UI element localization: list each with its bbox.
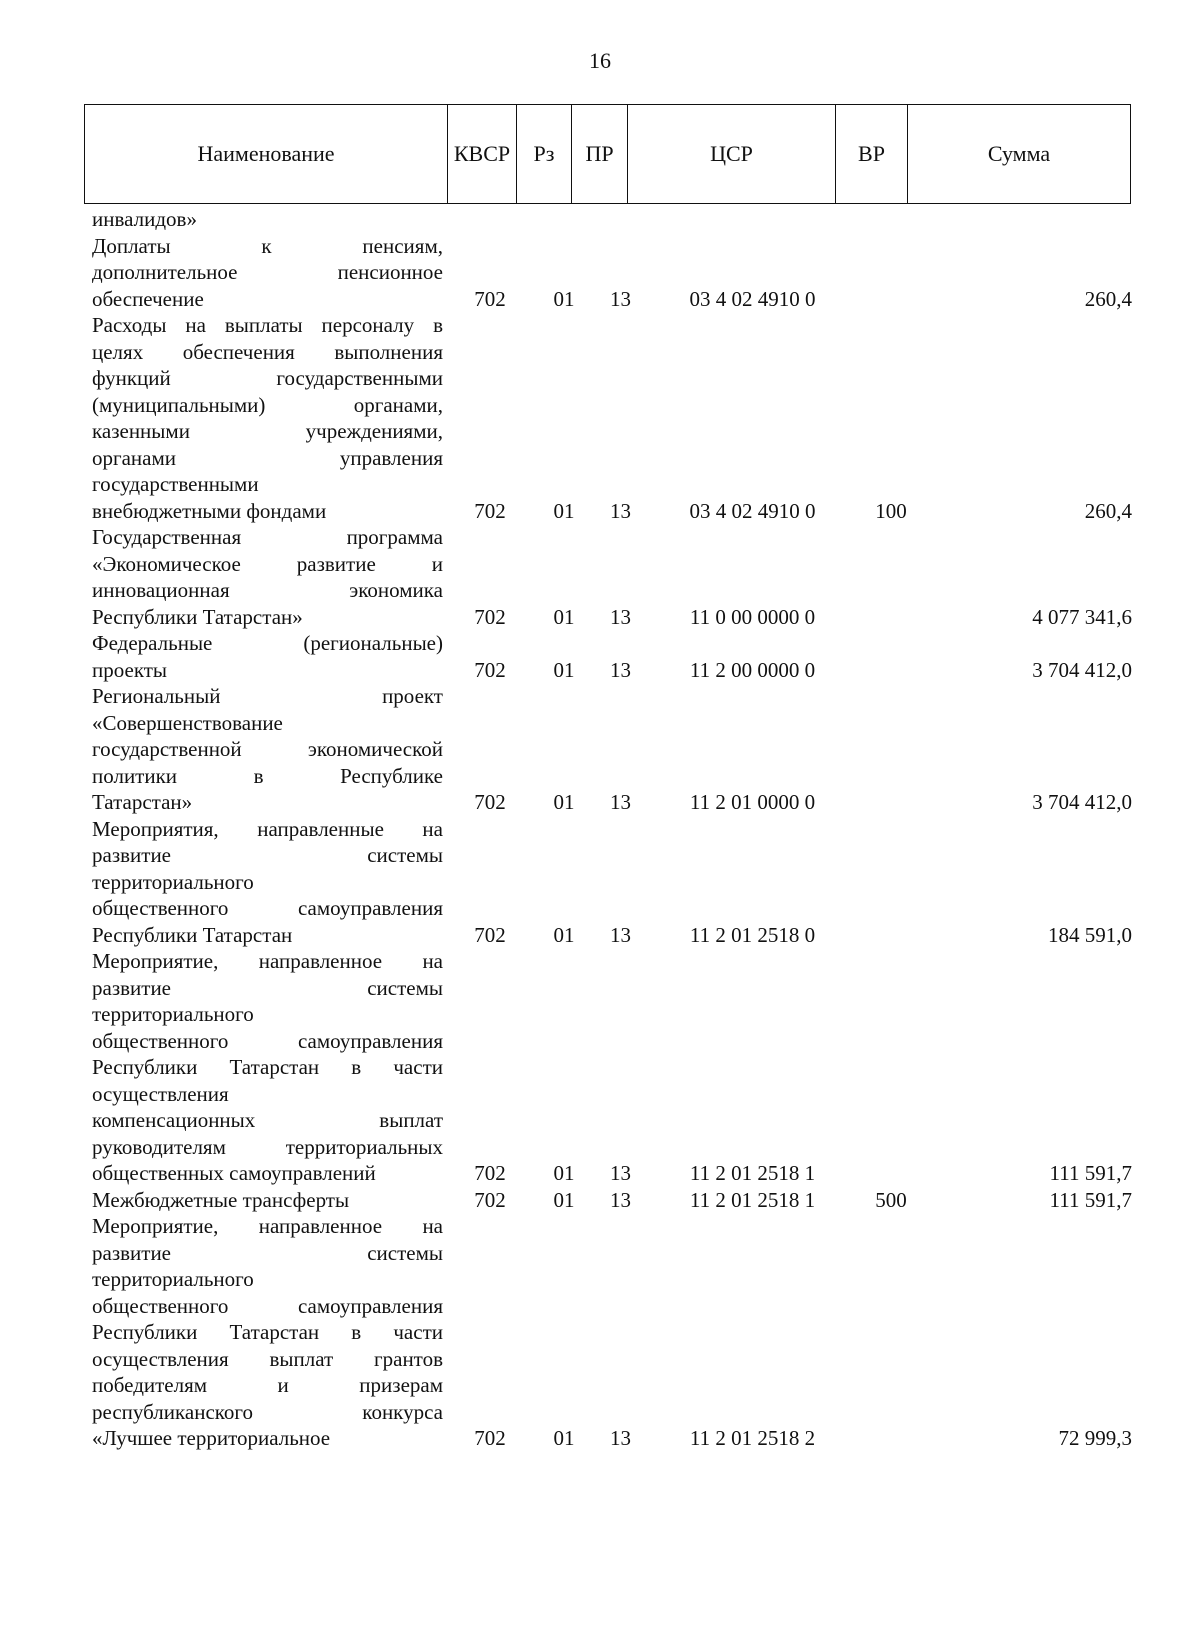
name-cell (92, 948, 443, 1187)
name-line: государственной экономической (92, 737, 443, 761)
pr-cell: 13 (610, 286, 631, 311)
table-row (92, 816, 1132, 949)
name-cell (92, 206, 443, 233)
column-header-pr: ПР (572, 105, 628, 204)
name-line: территориального (92, 1002, 254, 1026)
kvsr-cell: 702 (474, 604, 506, 629)
rz-cell: 01 (553, 1426, 575, 1450)
name-line: дополнительное пенсионное (92, 260, 443, 284)
name-cell (92, 524, 443, 630)
name-line: Мероприятие, направленное на (92, 1214, 443, 1238)
sum-cell: 260,4 (1084, 498, 1132, 523)
name-cell (92, 630, 443, 683)
csr-cell: 11 2 01 2518 1 (689, 1187, 816, 1212)
kvsr-cell: 702 (474, 1426, 506, 1450)
name-line: функций государственными (92, 366, 443, 390)
sum-cell: 260,4 (1084, 286, 1132, 311)
pr-cell: 13 (610, 1426, 631, 1450)
name-line: руководителям территориальных (92, 1134, 443, 1159)
table-row (92, 1187, 1132, 1214)
kvsr-cell: 702 (474, 790, 506, 814)
rz-cell: 01 (553, 1161, 575, 1185)
table-row (92, 948, 1132, 1187)
sum-cell: 3 704 412,0 (1032, 657, 1132, 682)
sum-cell: 4 077 341,6 (1032, 604, 1132, 629)
name-cell (92, 233, 443, 313)
name-line: Федеральные (региональные) (92, 631, 443, 655)
table-row (92, 206, 1132, 233)
page-number: 16 (589, 48, 611, 73)
table-row (92, 683, 1132, 816)
rz-cell: 01 (553, 790, 575, 814)
name-cell (92, 312, 443, 524)
csr-cell: 11 2 01 2518 1 (689, 1161, 816, 1185)
name-line: Расходы на выплаты персоналу в (92, 313, 443, 337)
name-line: Республики Татарстан в части (92, 1320, 443, 1344)
name-line: развитие системы (92, 1240, 443, 1265)
name-line: Мероприятие, направленное на (92, 949, 443, 973)
name-cell (92, 683, 443, 816)
name-line: Мероприятия, направленные на (92, 816, 443, 841)
vr-cell: 100 (875, 498, 907, 523)
name-line: «Лучшее территориальное (92, 1426, 331, 1450)
name-line: Межбюджетные трансферты (92, 1187, 350, 1212)
name-line: территориального (92, 1267, 254, 1291)
rz-cell: 01 (553, 286, 575, 311)
name-line: осуществления (92, 1081, 229, 1106)
name-cell (92, 1187, 443, 1214)
name-line: победителям и призерам (92, 1373, 443, 1397)
vr-cell: 500 (875, 1187, 907, 1212)
name-line: Республики Татарстан в части (92, 1055, 443, 1079)
pr-cell: 13 (610, 1187, 631, 1212)
pr-cell: 13 (610, 1161, 631, 1185)
table-row (92, 524, 1132, 630)
table-row (92, 630, 1132, 683)
table-row (92, 1213, 1132, 1452)
name-line: осуществления выплат грантов (92, 1346, 443, 1371)
csr-cell: 11 2 00 0000 0 (689, 657, 816, 682)
kvsr-cell: 702 (474, 922, 506, 947)
name-line: территориального (92, 869, 254, 894)
name-line: обеспечение (92, 286, 204, 311)
csr-cell: 11 2 01 0000 0 (689, 790, 816, 814)
column-header-csr: ЦСР (628, 105, 836, 204)
kvsr-cell: 702 (474, 498, 506, 523)
name-cell (92, 816, 443, 949)
kvsr-cell: 702 (474, 286, 506, 311)
name-cell (92, 1213, 443, 1452)
name-line: Татарстан» (92, 790, 193, 814)
name-line: инвалидов» (92, 207, 197, 231)
table-row (92, 233, 1132, 313)
name-line: общественного самоуправления (92, 1028, 443, 1053)
name-line: органами управления (92, 445, 443, 470)
name-line: Государственная программа (92, 525, 443, 549)
csr-cell: 03 4 02 4910 0 (689, 498, 816, 523)
rz-cell: 01 (553, 604, 575, 629)
name-line: Региональный проект (92, 684, 443, 708)
name-line: «Совершенствование (92, 710, 283, 735)
rz-cell: 01 (553, 922, 575, 947)
sum-cell: 3 704 412,0 (1032, 790, 1132, 814)
csr-cell: 11 2 01 2518 2 (689, 1426, 816, 1450)
csr-cell: 11 0 00 0000 0 (689, 604, 816, 629)
name-line: компенсационных выплат (92, 1108, 443, 1132)
name-line: внебюджетными фондами (92, 498, 327, 523)
name-line: политики в Республике (92, 763, 443, 788)
name-line: общественных самоуправлений (92, 1161, 376, 1185)
name-line: общественного самоуправления (92, 896, 443, 920)
sum-cell: 72 999,3 (1058, 1426, 1132, 1450)
pr-cell: 13 (610, 790, 631, 814)
name-line: проекты (92, 657, 168, 682)
name-line: Республики Татарстан (92, 922, 293, 947)
pr-cell: 13 (610, 922, 631, 947)
sum-cell: 184 591,0 (1048, 922, 1132, 947)
name-line: (муниципальными) органами, (92, 392, 443, 417)
column-header-rz: Рз (517, 105, 572, 204)
name-line: развитие системы (92, 843, 443, 867)
name-line: развитие системы (92, 975, 443, 1000)
table-header (84, 104, 1131, 204)
name-line: Республики Татарстан» (92, 604, 303, 629)
column-header-sum: Сумма (908, 105, 1131, 204)
column-header-kvsr: КВСР (448, 105, 517, 204)
name-line: государственными (92, 472, 259, 496)
pr-cell: 13 (610, 657, 631, 682)
name-line: казенными учреждениями, (92, 419, 443, 443)
kvsr-cell: 702 (474, 1161, 506, 1185)
name-line: Доплаты к пенсиям, (92, 233, 443, 258)
rz-cell: 01 (553, 657, 575, 682)
name-line: инновационная экономика (92, 578, 443, 602)
column-header-name: Наименование (85, 105, 448, 204)
rz-cell: 01 (553, 498, 575, 523)
name-line: республиканского конкурса (92, 1399, 443, 1424)
sum-cell: 111 591,7 (1049, 1187, 1132, 1212)
rz-cell: 01 (553, 1187, 575, 1212)
kvsr-cell: 702 (474, 1187, 506, 1212)
csr-cell: 11 2 01 2518 0 (689, 922, 816, 947)
name-line: общественного самоуправления (92, 1293, 443, 1318)
table-body (92, 206, 1132, 1452)
sum-cell: 111 591,7 (1049, 1161, 1132, 1185)
table-row (92, 312, 1132, 524)
name-line: «Экономическое развитие и (92, 551, 443, 576)
column-header-vr: ВР (836, 105, 908, 204)
pr-cell: 13 (610, 498, 631, 523)
csr-cell: 03 4 02 4910 0 (689, 286, 816, 311)
pr-cell: 13 (610, 604, 631, 629)
name-line: целях обеспечения выполнения (92, 339, 443, 364)
kvsr-cell: 702 (474, 657, 506, 682)
